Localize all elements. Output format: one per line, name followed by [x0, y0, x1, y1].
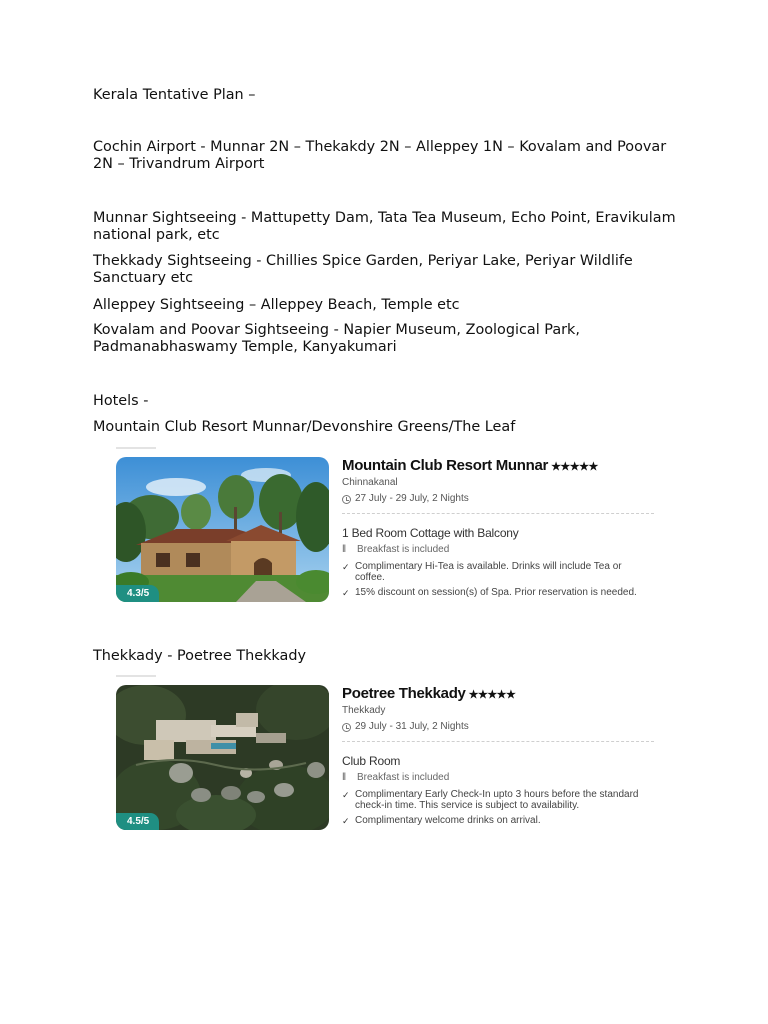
room-type: 1 Bed Room Cottage with Balcony [342, 526, 519, 540]
munnar-hotel-options: Mountain Club Resort Munnar/Devonshire Greens/The Leaf [93, 419, 516, 435]
check-icon: ✓ [342, 588, 350, 598]
card-top-rule [116, 675, 156, 677]
hotel-name-text: Mountain Club Resort Munnar [342, 457, 549, 474]
star-icon: ★★★★★ [468, 689, 516, 701]
plan-title: Kerala Tentative Plan – [93, 87, 256, 103]
perk-text: 15% discount on session(s) of Spa. Prior reservation is needed. [355, 587, 637, 598]
meal-plan [342, 543, 656, 556]
sightseeing-alleppey: Alleppey Sightseeing – Alleppey Beach, Temple etc [93, 297, 460, 313]
clock-icon [342, 495, 351, 504]
hotel-name[interactable] [342, 685, 656, 704]
divider [342, 741, 654, 742]
stay-dates-text: 27 July - 29 July, 2 Nights [355, 493, 469, 504]
meal-plan [342, 771, 656, 784]
check-icon: ✓ [342, 790, 350, 800]
hotel-info [342, 457, 656, 599]
fork-knife-icon: ǁ [342, 544, 347, 555]
rating-badge: 4.5/5 [116, 813, 159, 830]
hotel-name[interactable] [342, 457, 656, 476]
hotel-info [342, 685, 656, 827]
sightseeing-thekkady: Thekkady Sightseeing - Chillies Spice Garden, Periyar Lake, Periyar Wildlife Sanctuary etc [93, 253, 633, 287]
check-icon: ✓ [342, 816, 350, 826]
divider [342, 513, 654, 514]
hotel-photo-poetree [116, 685, 329, 830]
rating-badge: 4.3/5 [116, 585, 159, 602]
card-top-rule [116, 447, 156, 449]
hotel-location: Chinnakanal [342, 477, 398, 488]
perk-text: Complimentary welcome drinks on arrival. [355, 815, 541, 826]
perk-text: Complimentary Early Check-In upto 3 hours before the standard check-in time. This service is subject to availability. [355, 789, 639, 811]
hotel-name-text: Poetree Thekkady [342, 685, 466, 702]
room-type: Club Room [342, 754, 401, 768]
meal-plan-text: Breakfast is included [357, 544, 450, 555]
route-summary: Cochin Airport - Munnar 2N – Thekakdy 2N – Alleppey 1N – Kovalam and Poovar 2N – Trivandrum Airport [93, 139, 667, 173]
hotel-card-poetree [116, 685, 656, 835]
stay-dates [342, 720, 656, 734]
hotel-card-mountain-club [116, 457, 656, 607]
fork-knife-icon: ǁ [342, 772, 347, 783]
clock-icon [342, 723, 351, 732]
sightseeing-munnar: Munnar Sightseeing - Mattupetty Dam, Tata Tea Museum, Echo Point, Eravikulam national park, etc [93, 210, 676, 244]
perk-item [342, 816, 642, 827]
check-icon: ✓ [342, 562, 350, 572]
meal-plan-text: Breakfast is included [357, 772, 450, 783]
perk-item [342, 588, 642, 599]
stay-dates [342, 492, 656, 506]
stay-dates-text: 29 July - 31 July, 2 Nights [355, 721, 469, 732]
sightseeing-kovalam: Kovalam and Poovar Sightseeing - Napier Museum, Zoological Park, Padmanabhaswamy Temple, Kanyakumari [93, 322, 580, 356]
star-icon: ★★★★★ [551, 461, 598, 473]
hotel-photo-mountain-club [116, 457, 329, 602]
perk-item [342, 790, 642, 811]
perk-text: Complimentary Hi-Tea is available. Drinks will include Tea or coffee. [355, 561, 622, 583]
hotel-location: Thekkady [342, 705, 386, 716]
thekkady-heading: Thekkady - Poetree Thekkady [93, 648, 306, 664]
perk-item [342, 562, 642, 583]
hotels-heading: Hotels - [93, 393, 149, 409]
